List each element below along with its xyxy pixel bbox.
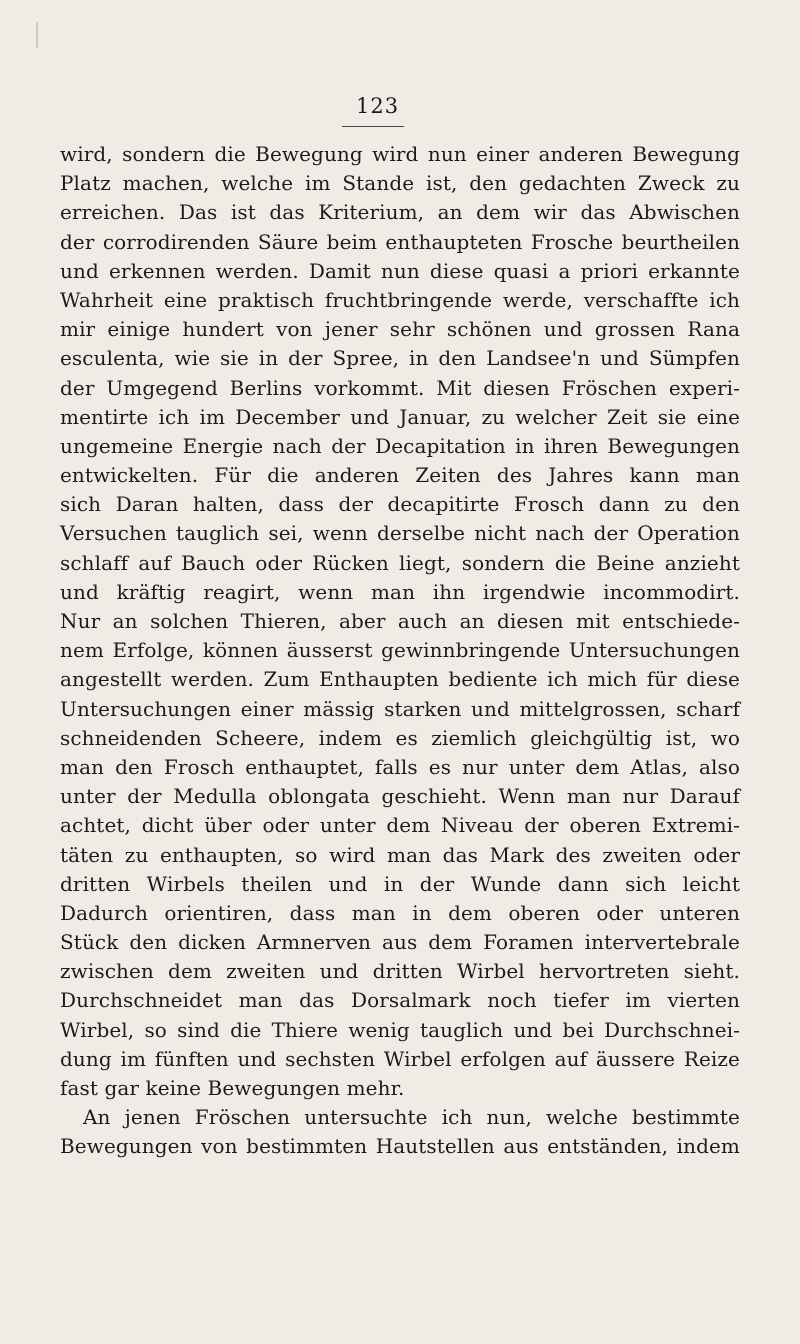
text-line: zwischen dem zweiten und dritten Wirbel hervortreten sieht. bbox=[60, 959, 740, 984]
paragraph-start-line: An jenen Fröschen untersuchte ich nun, welche bestimmte bbox=[83, 1105, 740, 1130]
text-line: der Umgegend Berlins vorkommt. Mit diesen Fröschen experi- bbox=[60, 375, 740, 400]
text-line: unter der Medulla oblongata geschieht. Wenn man nur Darauf bbox=[60, 784, 740, 809]
text-line: mentirte ich im December und Januar, zu welcher Zeit sie eine bbox=[60, 404, 740, 429]
text-line: schneidenden Scheere, indem es ziemlich gleichgültig ist, wo bbox=[60, 725, 740, 750]
text-line: Dadurch orientiren, dass man in dem oberen oder unteren bbox=[60, 900, 740, 925]
page-number: 123 bbox=[356, 94, 400, 118]
text-line: täten zu enthaupten, so wird man das Mark des zweiten oder bbox=[60, 842, 740, 867]
text-line: dritten Wirbels theilen und in der Wunde dann sich leicht bbox=[60, 871, 740, 896]
text-line: und kräftig reagirt, wenn man ihn irgendwie incommodirt. bbox=[60, 579, 740, 604]
paragraph-end-line: fast gar keine Bewegungen mehr. bbox=[60, 1076, 405, 1100]
text-line: Wahrheit eine praktisch fruchtbringende werde, verschaffte ich bbox=[60, 287, 740, 312]
text-line: wird, sondern die Bewegung wird nun einer anderen Bewegung bbox=[60, 142, 740, 166]
text-line: und erkennen werden. Damit nun diese quasi a priori erkannte bbox=[60, 258, 740, 283]
text-line: sich Daran halten, dass der decapitirte Frosch dann zu den bbox=[60, 492, 740, 517]
text-line: der corrodirenden Säure beim enthaupteten Frosche beurtheilen bbox=[60, 229, 740, 254]
text-line: nem Erfolge, können äusserst gewinnbringende Untersuchungen bbox=[60, 638, 740, 663]
text-line: ungemeine Energie nach der Decapitation in ihren Bewegungen bbox=[60, 433, 740, 458]
text-line: man den Frosch enthauptet, falls es nur unter dem Atlas, also bbox=[60, 754, 740, 779]
text-line: Durchschneidet man das Dorsalmark noch tiefer im vierten bbox=[60, 988, 740, 1013]
text-line: erreichen. Das ist das Kriterium, an dem wir das Abwischen bbox=[60, 200, 740, 225]
text-line: mir einige hundert von jener sehr schönen und grossen Rana bbox=[60, 317, 740, 342]
text-line: Wirbel, so sind die Thiere wenig tauglich und bei Durchschnei- bbox=[60, 1017, 740, 1042]
text-line: Untersuchungen einer mässig starken und mittelgrossen, scharf bbox=[60, 696, 740, 721]
text-line: dung im fünften und sechsten Wirbel erfolgen auf äussere Reize bbox=[60, 1046, 740, 1071]
text-line: achtet, dicht über oder unter dem Niveau der oberen Extremi- bbox=[60, 813, 740, 838]
text-line: angestellt werden. Zum Enthaupten bediente ich mich für diese bbox=[60, 667, 740, 692]
page-number-rule bbox=[342, 126, 404, 127]
text-line: entwickelten. Für die anderen Zeiten des Jahres kann man bbox=[60, 463, 740, 488]
text-line: Stück den dicken Armnerven aus dem Foramen intervertebrale bbox=[60, 930, 740, 955]
scan-artifact bbox=[36, 22, 38, 48]
text-line: Platz machen, welche im Stande ist, den gedachten Zweck zu bbox=[60, 171, 740, 196]
text-line: esculenta, wie sie in der Spree, in den Landsee'n und Sümpfen bbox=[60, 346, 740, 371]
text-line: Bewegungen von bestimmten Hautstellen aus entständen, indem bbox=[60, 1134, 740, 1159]
text-line: schlaff auf Bauch oder Rücken liegt, sondern die Beine anzieht bbox=[60, 550, 740, 575]
text-line: Nur an solchen Thieren, aber auch an diesen mit entschiede- bbox=[60, 609, 740, 633]
body-text bbox=[60, 140, 740, 1162]
text-line: Versuchen tauglich sei, wenn derselbe nicht nach der Operation bbox=[60, 521, 740, 546]
